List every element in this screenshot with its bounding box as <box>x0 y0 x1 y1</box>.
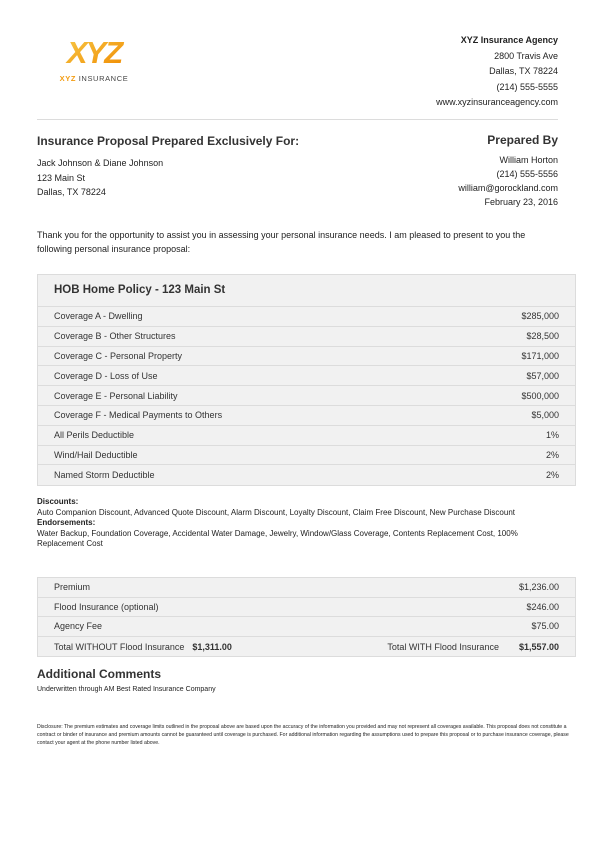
client-city: Dallas, TX 78224 <box>37 187 106 197</box>
table-row <box>38 578 575 598</box>
row-label: Coverage A - Dwelling <box>54 311 143 322</box>
table-row <box>38 307 575 327</box>
total-without-flood <box>54 642 232 652</box>
policy-table <box>37 274 576 486</box>
row-label: Coverage D - Loss of Use <box>54 370 158 381</box>
row-label: Coverage C - Personal Property <box>54 350 183 361</box>
table-row <box>38 465 575 485</box>
logo-mark: XYZ <box>66 35 122 70</box>
logo-tagline <box>57 74 131 83</box>
client-names: Jack Johnson & Diane Johnson <box>37 158 164 168</box>
table-row <box>38 406 575 426</box>
agency-street: 2800 Travis Ave <box>494 50 558 61</box>
row-label: Coverage F - Medical Payments to Others <box>54 410 223 421</box>
row-label: Coverage B - Other Structures <box>54 331 176 342</box>
agency-city: Dallas, TX 78224 <box>489 66 558 76</box>
disclaimer: Disclosure: The premium estimates and coverage limits outlined in the proposal above are based upon the accuracy of the information you provided and may not represent all coverages available. This proposal does not constitute a contract or binder of insurance and premium amounts cannot be guaranteed until coverage is purchased. For additional information regarding the assumptions used to prepare this proposal or to purchase insurance coverage, please contact your agent at the phone number listed above. <box>37 724 569 746</box>
total-without-label: Total WITHOUT Flood Insurance <box>54 641 185 652</box>
row-value: 2% <box>545 470 559 481</box>
premium-summary-table <box>37 577 576 657</box>
table-row <box>38 347 575 367</box>
agent-phone: (214) 555-5556 <box>496 169 558 179</box>
discounts-label: Discounts: <box>37 497 79 506</box>
agency-phone: (214) 555-5555 <box>496 81 558 92</box>
endorsements-text: Water Backup, Foundation Coverage, Accidental Water Damage, Jewelry, Window/Glass Coverage, Contents Replacement Cost, 100% Replacement Cost <box>37 528 518 548</box>
discounts-text: Auto Companion Discount, Advanced Quote Discount, Alarm Discount, Loyalty Discount, Claim Free Discount, New Purchase Discount <box>37 507 515 517</box>
header-divider <box>37 119 558 120</box>
prepared-by-title: Prepared By <box>487 133 558 147</box>
agent-info <box>458 153 558 209</box>
row-label: Flood Insurance (optional) <box>54 601 159 612</box>
intro-paragraph: Thank you for the opportunity to assist you in assessing your personal insurance needs. I am pleased to present to you the following personal insurance proposal: <box>37 230 526 254</box>
row-value: $5,000 <box>531 410 559 421</box>
row-value: $171,000 <box>521 350 559 361</box>
row-value: $1,236.00 <box>518 582 559 593</box>
policy-title: HOB Home Policy - 123 Main St <box>38 275 575 307</box>
row-label: Named Storm Deductible <box>54 470 155 481</box>
table-row <box>38 426 575 446</box>
row-value: $246.00 <box>526 601 559 612</box>
endorsements-label: Endorsements: <box>37 518 96 527</box>
prepared-for-title: Insurance Proposal Prepared Exclusively For: <box>37 134 300 148</box>
row-label: Wind/Hail Deductible <box>54 449 138 460</box>
logo-tag-rest: INSURANCE <box>76 74 129 83</box>
logo-tag-highlight: XYZ <box>59 74 77 83</box>
discounts-endorsements <box>37 497 567 550</box>
total-with-flood <box>387 642 559 652</box>
agency-name: XYZ Insurance Agency <box>460 35 558 45</box>
row-value: $57,000 <box>526 370 559 381</box>
row-label: All Perils Deductible <box>54 430 135 441</box>
agent-name: William Horton <box>499 155 558 165</box>
table-row <box>38 327 575 347</box>
total-with-value: $1,557.00 <box>518 641 559 652</box>
table-row <box>38 598 575 618</box>
table-row <box>38 446 575 466</box>
agency-website[interactable]: www.xyzinsuranceagency.com <box>436 97 558 107</box>
additional-comments-title: Additional Comments <box>37 667 162 681</box>
row-value: $75.00 <box>531 621 559 632</box>
client-street: 123 Main St <box>37 172 86 183</box>
proposal-date: February 23, 2016 <box>484 197 558 207</box>
row-value: $285,000 <box>521 311 559 322</box>
row-label: Agency Fee <box>54 621 103 632</box>
client-info <box>37 156 163 200</box>
table-row <box>38 366 575 386</box>
total-with-label: Total WITH Flood Insurance <box>387 641 499 652</box>
row-value: 2% <box>545 449 559 460</box>
row-value: $28,500 <box>526 331 559 342</box>
total-without-value: $1,311.00 <box>192 641 232 652</box>
row-label: Coverage E - Personal Liability <box>54 390 178 401</box>
table-row <box>38 386 575 406</box>
agent-email[interactable]: william@gorockland.com <box>458 183 558 193</box>
agency-info <box>436 33 558 111</box>
totals-row <box>38 637 575 657</box>
row-label: Premium <box>54 582 91 593</box>
row-value: 1% <box>545 430 559 441</box>
additional-comments-text: Underwritten through AM Best Rated Insurance Company <box>37 686 216 693</box>
table-row <box>38 617 575 637</box>
row-value: $500,000 <box>521 390 559 401</box>
